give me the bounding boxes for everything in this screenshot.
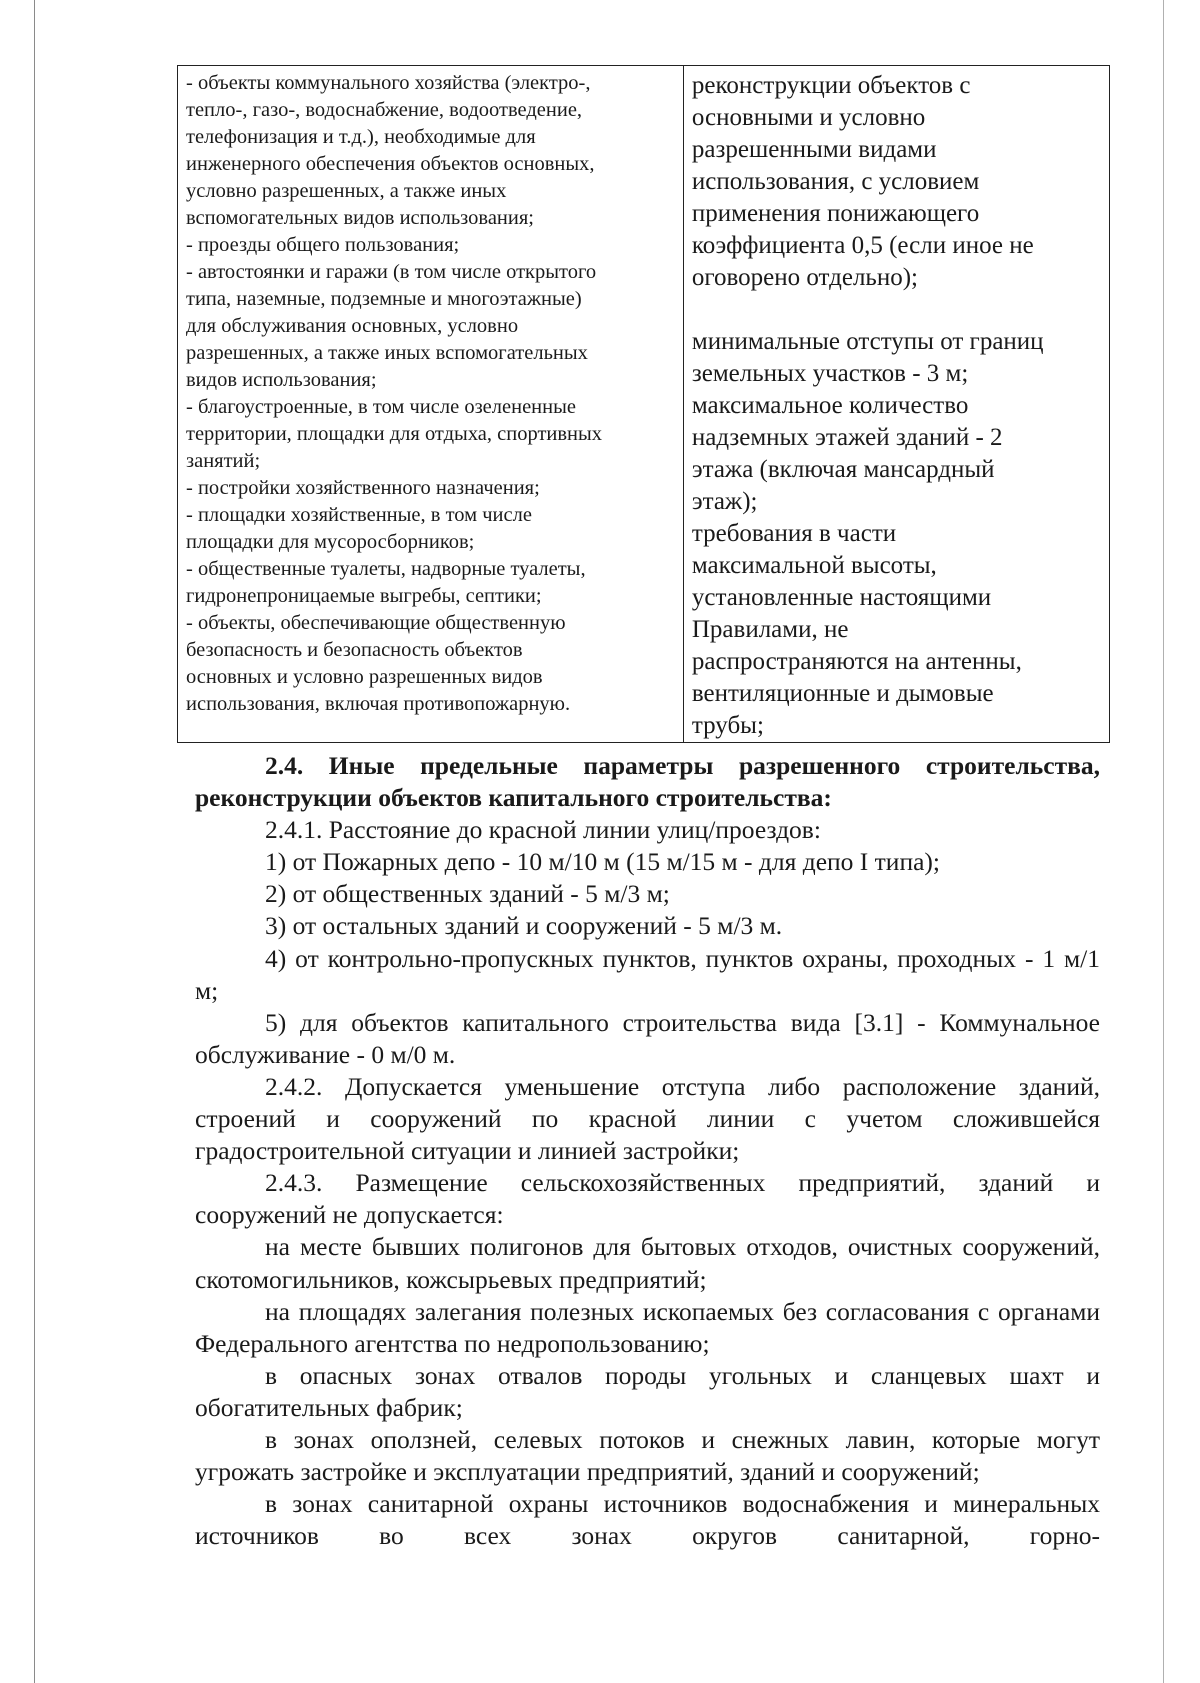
table-line: для обслуживания основных, условно (186, 315, 519, 337)
table-line: - общественные туалеты, надворные туалеты, (186, 558, 586, 580)
table-line: коэффициента 0,5 (если иное не (691, 232, 1034, 259)
table-line: разрешенных, а также иных вспомогательных (186, 342, 588, 364)
table-line: - площадки хозяйственные, в том числе (186, 504, 532, 526)
table-line: основными и условно (691, 104, 926, 131)
table-line: этажа (включая мансардный (691, 456, 995, 483)
table-line: минимальные отступы от границ (691, 328, 1044, 355)
table-line: земельных участков - 3 м; (691, 360, 969, 387)
restriction-item: в зонах санитарной охраны источников водоснабжения и минеральных источников во всех зонах округов санитарной, горно- (195, 1489, 1100, 1551)
section-heading: 2.4. Иные предельные параметры разрешенного строительства, реконструкции объектов капитального строительства: (195, 751, 1100, 813)
table-line: безопасность и безопасность объектов (186, 639, 523, 661)
section-body (195, 750, 1100, 1552)
table-line: - объекты коммунального хозяйства (электро-, (186, 72, 591, 94)
list-item-5: 5) для объектов капитального строительства вида [3.1] - Коммунальное обслуживание - 0 м/0 м. (195, 1007, 1100, 1069)
table-line: применения понижающего (691, 200, 980, 227)
table-line: Правилами, не (691, 616, 849, 643)
list-item-3: 3) от остальных зданий и сооружений - 5 м/3 м. (265, 911, 783, 941)
table-line: вентиляционные и дымовые (691, 680, 994, 707)
table-line: площадки для мусоросборников; (186, 531, 475, 553)
table-line: - проезды общего пользования; (186, 234, 460, 256)
paragraph-2-4-3: 2.4.3. Размещение сельскохозяйственных предприятий, зданий и сооружений не допускается: (195, 1168, 1100, 1230)
table-line: основных и условно разрешенных видов (186, 666, 543, 688)
table-line: оговорено отдельно); (691, 264, 918, 291)
table-line: максимальное количество (691, 392, 969, 419)
regulations-table (177, 65, 1110, 743)
table-line: использования, с условием (691, 168, 980, 195)
right-block-2 (692, 326, 1101, 742)
restriction-item: на площадях залегания полезных ископаемых без согласования с органами Федерального агентства по недропользованию; (195, 1296, 1100, 1358)
table-row (178, 66, 1110, 743)
table-line: - объекты, обеспечивающие общественную (186, 612, 566, 634)
table-line: - благоустроенные, в том числе озелененные (186, 396, 576, 418)
table-line: условно разрешенных, а также иных (186, 180, 507, 202)
table-line: распространяются на антенны, (691, 648, 1022, 675)
table-line: вспомогательных видов использования; (186, 207, 534, 229)
table-line: территории, площадки для отдыха, спортивных (186, 423, 603, 445)
restriction-item: в опасных зонах отвалов породы угольных и сланцевых шахт и обогатительных фабрик; (195, 1360, 1100, 1422)
table-line: типа, наземные, подземные и многоэтажные) (186, 288, 582, 310)
list-item-4: 4) от контрольно-пропускных пунктов, пунктов охраны, проходных - 1 м/1 м; (195, 943, 1100, 1005)
spacer (692, 294, 1101, 326)
table-line: надземных этажей зданий - 2 (691, 424, 1003, 451)
paragraph-2-4-1: 2.4.1. Расстояние до красной линии улиц/проездов: (265, 815, 821, 845)
scan-edge-right (1163, 0, 1164, 1683)
parameters-cell (683, 66, 1109, 743)
table-line: установленные настоящими (691, 584, 992, 611)
table-line: разрешенными видами (691, 136, 937, 163)
table-line: инженерного обеспечения объектов основных, (186, 153, 595, 175)
table-line: тепло-, газо-, водоснабжение, водоотведение, (186, 99, 583, 121)
table-line: телефонизация и т.д.), необходимые для (186, 126, 536, 148)
restriction-item: на месте бывших полигонов для бытовых отходов, очистных сооружений, скотомогильников, кожсырьевых предприятий; (195, 1232, 1100, 1294)
right-block-1 (692, 70, 1101, 294)
table-line: реконструкции объектов с (691, 72, 971, 99)
table-line: видов использования; (186, 369, 377, 391)
table-line: - автостоянки и гаражи (в том числе открытого (186, 261, 597, 283)
scan-edge-left (34, 0, 35, 1683)
table-line: этаж); (691, 488, 758, 515)
auxiliary-uses-cell (178, 66, 684, 743)
table-line: использования, включая противопожарную. (186, 693, 571, 715)
list-item-1: 1) от Пожарных депо - 10 м/10 м (15 м/15 м - для депо I типа); (265, 847, 940, 877)
table-line: гидронепроницаемые выгребы, септики; (186, 585, 542, 607)
paragraph-2-4-2: 2.4.2. Допускается уменьшение отступа либо расположение зданий, строений и сооружений по красной линии с учетом сложившейся градостроительной ситуации и линией застройки; (195, 1071, 1100, 1166)
restriction-item: в зонах оползней, селевых потоков и снежных лавин, которые могут угрожать застройке и эксплуатации предприятий, зданий и сооружений; (195, 1424, 1100, 1487)
table-line: занятий; (186, 450, 261, 472)
list-item-2: 2) от общественных зданий - 5 м/3 м; (265, 879, 670, 909)
table-line: максимальной высоты, (691, 552, 937, 579)
table-line: трубы; (691, 712, 764, 739)
table-line: требования в части (691, 520, 897, 547)
table-line: - постройки хозяйственного назначения; (186, 477, 540, 499)
